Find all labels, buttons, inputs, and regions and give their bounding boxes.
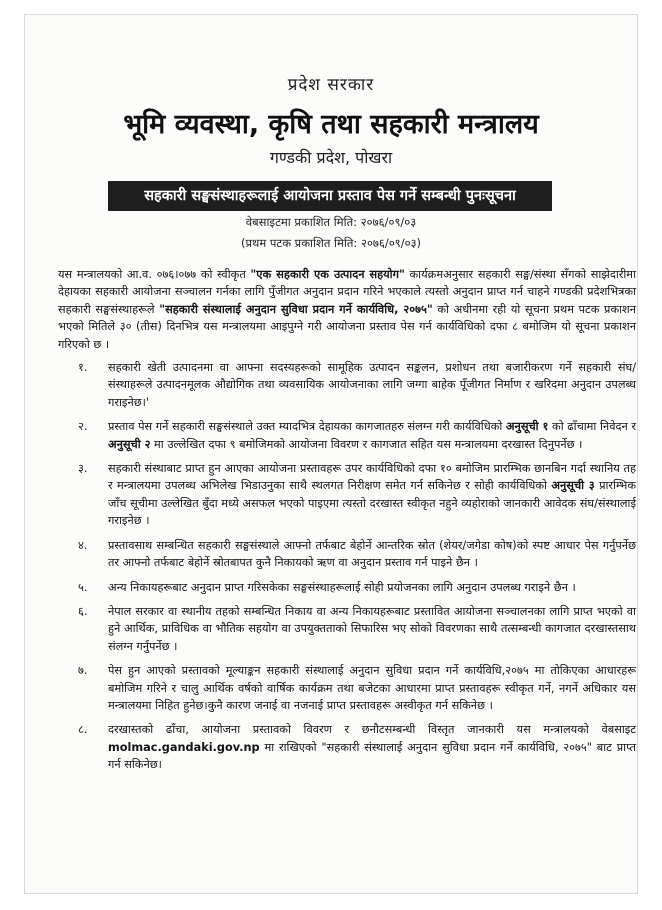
item-number: ३. (78, 462, 88, 476)
procedure-name: "सहकारी संस्थालाई अनुदान सुविधा प्रदान गर्ने कार्यविधि, २०७५" (159, 302, 433, 316)
item-text: नेपाल सरकार वा स्थानीय तहको सम्बन्धित निकाय वा अन्य निकायहरूबाट प्रस्तावित आयोजना सञ्चालनका लागि प्राप्त भएको वा हुने आर्थिक, प्राविधिक वा भौतिक सहयोग वा उपयुक्तताको सिफारिस भए सोको विवरणका साथै तत्सम्बन्धी कागजात दरखास्तसाथ संलग्न गर्नुपर्नेछ । (108, 604, 636, 653)
item-number: १. (78, 361, 88, 375)
website-link[interactable]: molmac.gandaki.gov.np (108, 740, 260, 754)
annex-ref: अनुसूची ३ (551, 479, 595, 493)
item-text: पेस हुन आएको प्रस्तावको मूल्याङ्कन सहकारी संस्थालाई अनुदान सुविधा प्रदान गर्ने कार्यविधि,२०७५ मा तोकिएका आधारहरू बमोजिम गरिने र चालु आर्थिक वर्षको वार्षिक कार्यक्रम तथा बजेटका आधारमा प्राप्त प्रस्तावहरू स्वीकृत गर्ने, नगर्ने अधिकार यस मन्त्रालयमा निहित हुनेछ।कुनै कारण जनाई वा नजनाई प्राप्त प्रस्तावहरू अस्वीकृत गर्न सकिनेछ । (108, 664, 636, 712)
location-subtitle: गण्डकी प्रदेश, पोखरा (269, 148, 393, 167)
item-number: ६. (78, 604, 88, 618)
item-number: ४. (78, 538, 88, 552)
list-item (58, 579, 636, 596)
list-item (58, 537, 636, 572)
intro-text-1: यस मन्त्रालयको आ.व. ०७६।०७७ को स्वीकृत (58, 268, 251, 281)
item-number: ७. (78, 664, 88, 678)
notice-items (58, 359, 636, 774)
item-text: प्रस्ताव पेस गर्ने सहकारी सङ्घसंस्थाले उक्त म्यादभित्र देहायका कागजातहरु संलग्न गरी कार्यविधिको अनुसूची १ को ढाँचामा निवेदन र अनुसूची २ मा उल्लेखित दफा ९ बमोजिमको आयोजना विवरण र कागजात सहित यस मन्त्रालयमा दरखास्त दिनुपर्नेछ । (108, 420, 636, 451)
item-number: ८. (78, 723, 88, 737)
notice-body (58, 266, 636, 781)
list-item (58, 603, 636, 655)
intro-paragraph (58, 266, 636, 353)
item-number: ५. (78, 580, 88, 594)
annex-ref: अनुसूची २ (108, 437, 151, 451)
list-item (58, 662, 636, 714)
ministry-title: भूमि व्यवस्था, कृषि तथा सहकारी मन्त्रालय (123, 109, 539, 140)
item-text: दरखास्तको ढाँचा, आयोजना प्रस्तावको विवरण र छनौटसम्बन्धी विस्तृत जानकारी यस मन्त्रालयको वेबसाइट molmac.gandaki.gov.np मा राखिएको "सहकारी संस्थालाई अनुदान सुविधा प्रदान गर्ने कार्यविधि, २०७५" बाट प्राप्त गर्न सकिनेछ। (108, 723, 636, 772)
item-number: २. (78, 420, 88, 434)
list-item (58, 359, 636, 411)
item-text: सहकारी संस्थाबाट प्राप्त हुन आएका आयोजना प्रस्तावहरू उपर कार्यविधिको दफा १० बमोजिम प्रारम्भिक छानबिन गर्दा स्थानिय तह र मन्त्रालयमा उपलब्ध अभिलेख भिडाउनुका साथै स्थलगत निरीक्षण समेत गर्न सकिनेछ र सोही कार्यविधिको अनुसूची ३ प्रारम्भिक जाँच सूचीमा उल्लेखित बुँदा मध्ये असफल भएको पाइएमा त्यस्तो दरखास्त स्वीकृत नहुने व्यहोराको जानकारी आवेदक संघ/संस्थालाई गराइनेछ । (108, 462, 636, 528)
first-published-date: (प्रथम पटक प्रकाशित मिति: २०७६/०९/०३) (240, 236, 422, 250)
item-text: प्रस्तावसाथ सम्बन्धित सहकारी सङ्घसंस्थाले आफ्नो तर्फबाट बेहोर्ने आन्तरिक स्रोत (शेयर/जगेडा कोष)को स्पष्ट आधार पेस गर्नुपर्नेछ तर आफ्नो तर्फबाट बेहोर्ने स्रोतबापत कुनै निकायको ऋण वा अनुदान प्रस्ताव गर्न पाइने छैन । (108, 538, 636, 570)
list-item (58, 460, 636, 530)
website-published-date: वेबसाइटमा प्रकाशित मिति: २०७६/०९/०३ (245, 215, 417, 229)
list-item (58, 418, 636, 453)
annex-ref: अनुसूची १ (505, 420, 549, 434)
list-item (58, 721, 636, 773)
item-text: अन्य निकायहरूबाट अनुदान प्राप्त गरिसकेका सङ्घसंस्थाहरूलाई सोही प्रयोजनका लागि अनुदान उपलब्ध गराइने छैन । (108, 580, 576, 594)
program-name: "एक सहकारी एक उत्पादन सहयोग" (250, 268, 405, 281)
item-text: सहकारी खेती उत्पादनमा वा आफ्ना सदस्यहरूको सामूहिक उत्पादन सङ्कलन, प्रशोधन तथा बजारीकरण गर्ने सहकारी संघ/संस्थाहरूले उत्पादनमूलक औद्योगिक तथा व्यवसायिक आयोजनाका लागि जग्गा बाहेक पूँजीगत निर्माण र खरिदमा अनुदान उपलब्ध गराइनेछ।' (108, 361, 636, 409)
government-heading: प्रदेश सरकार (287, 75, 375, 95)
intro-text-3: को अधीनमा रही यो सूचना प्रथम पटक प्रकाशन भएको मितिले ३० (तीस) दिनभित्र यस मन्त्रालयमा आइपुग्ने गरी आयोजना प्रस्ताव पेस गर्न कार्यविधिको दफा ८ बमोजिम यो सूचना प्रकाशन गरिएको छ । (58, 302, 636, 351)
notice-title-banner: सहकारी सङ्घसंस्थाहरूलाई आयोजना प्रस्ताव पेस गर्ने सम्बन्धी पुनःसूचना (108, 181, 552, 211)
intro-text-2: कार्यक्रमअनुसार सहकारी सङ्घ/संस्था सँगको साझेदारीमा देहायका सहकारी आयोजना सञ्चालन गर्नका लागि पुँजीगत अनुदान प्रदान गरिने भएकाले त्यस्तो अनुदान प्राप्त गर्न चाहने गण्डकी प्रदेशभित्रका सहकारी सङ्घसंस्थाहरूले (58, 268, 636, 316)
